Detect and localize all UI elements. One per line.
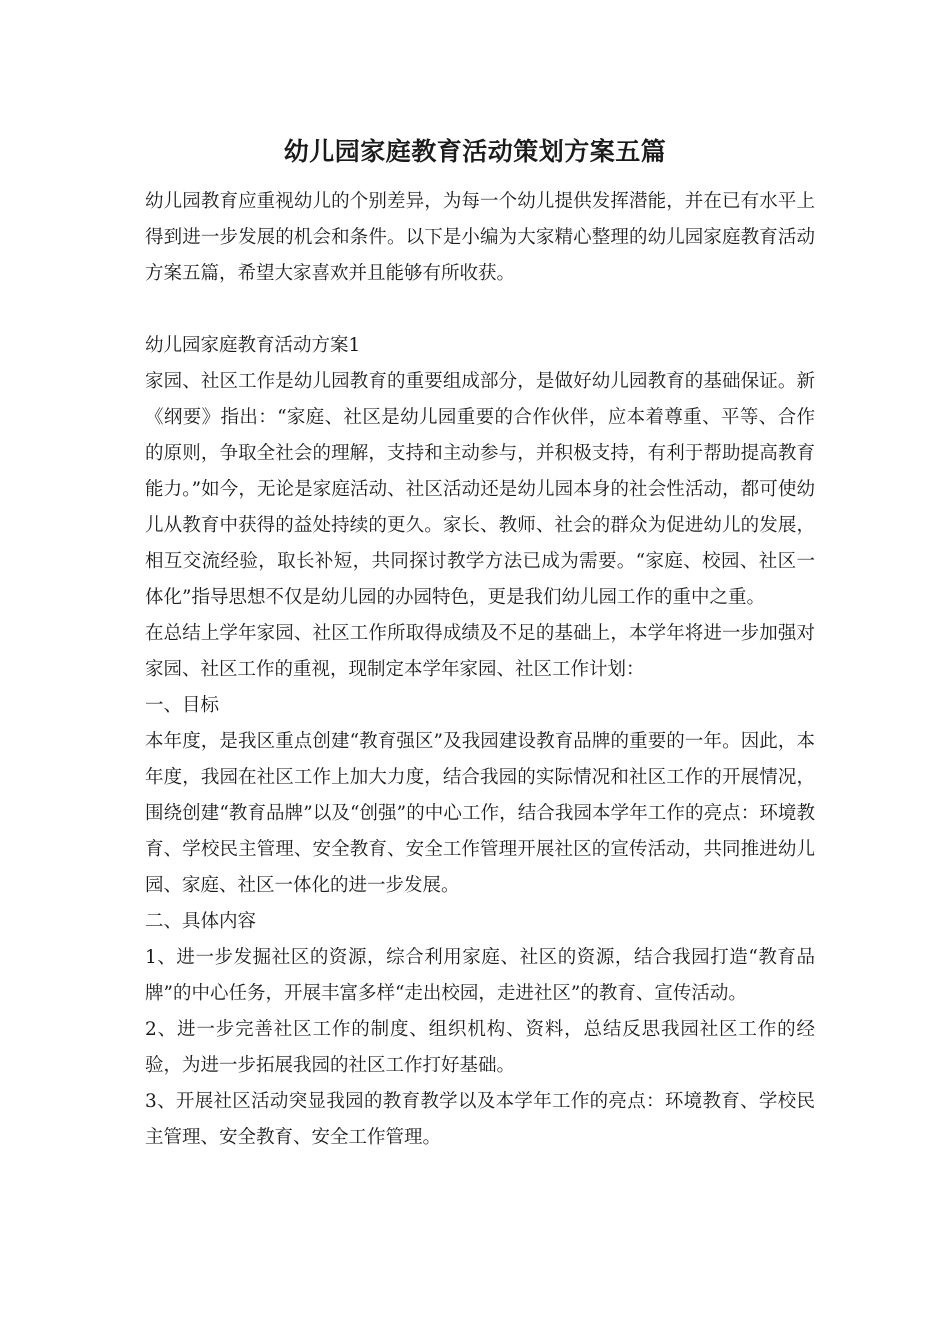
paragraph-goal: 本年度，是我区重点创建“教育强区”及我园建设教育品牌的重要的一年。因此，本年度，我园在社区工作上加大力度，结合我园的实际情况和社区工作的开展情况，围绕创建“教育品牌”以及“创强”的中心工作，结合我园本学年工作的亮点：环境教育、学校民主管理、安全教育、安全工作管理开展社区的宣传活动，共同推进幼儿园、家庭、社区一体化的进一步发展。 [145, 731, 815, 896]
section-heading-plan-1: 幼儿园家庭教育活动方案1 [145, 335, 361, 356]
list-item-2: 2、进一步完善社区工作的制度、组织机构、资料，总结反思我园社区工作的经验，为进一步拓展我园的社区工作打好基础。 [145, 1019, 815, 1076]
paragraph-importance: 家园、社区工作是幼儿园教育的重要组成部分，是做好幼儿园教育的基础保证。新《纲要》指出：“家庭、社区是幼儿园重要的合作伙伴，应本着尊重、平等、合作的原则，争取全社会的理解，支持和主动参与，并积极支持，有利于帮助提高教育能力。”如今，无论是家庭活动、社区活动还是幼儿园本身的社会性活动，都可使幼儿从教育中获得的益处持续的更久。家长、教师、社会的群众为促进幼儿的发展，相互交流经验，取长补短，共同探讨教学方法已成为需要。“家庭、校园、社区一体化”指导思想不仅是幼儿园的办园特色，更是我们幼儿园工作的重中之重。 [145, 371, 815, 608]
intro-paragraph: 幼儿园教育应重视幼儿的个别差异，为每一个幼儿提供发挥潜能，并在已有水平上得到进一步发展的机会和条件。以下是小编为大家精心整理的幼儿园家庭教育活动方案五篇，希望大家喜欢并且能够有所收获。 [145, 191, 815, 284]
list-item-3: 3、开展社区活动突显我园的教育教学以及本学年工作的亮点：环境教育、学校民主管理、安全教育、安全工作管理。 [145, 1091, 815, 1148]
blank-line [145, 292, 815, 328]
paragraph-plan-intro: 在总结上学年家园、社区工作所取得成绩及不足的基础上，本学年将进一步加强对家园、社区工作的重视，现制定本学年家园、社区工作计划： [145, 623, 815, 680]
document-title: 幼儿园家庭教育活动策划方案五篇 [283, 137, 667, 166]
heading-goal: 一、目标 [145, 695, 220, 716]
list-item-1: 1、进一步发掘社区的资源，综合利用家庭、社区的资源，结合我园打造“教育品牌”的中心任务，开展丰富多样“走出校园，走进社区”的教育、宣传活动。 [145, 947, 815, 1004]
document-body [145, 184, 815, 1156]
heading-specific-content: 二、具体内容 [145, 911, 257, 932]
